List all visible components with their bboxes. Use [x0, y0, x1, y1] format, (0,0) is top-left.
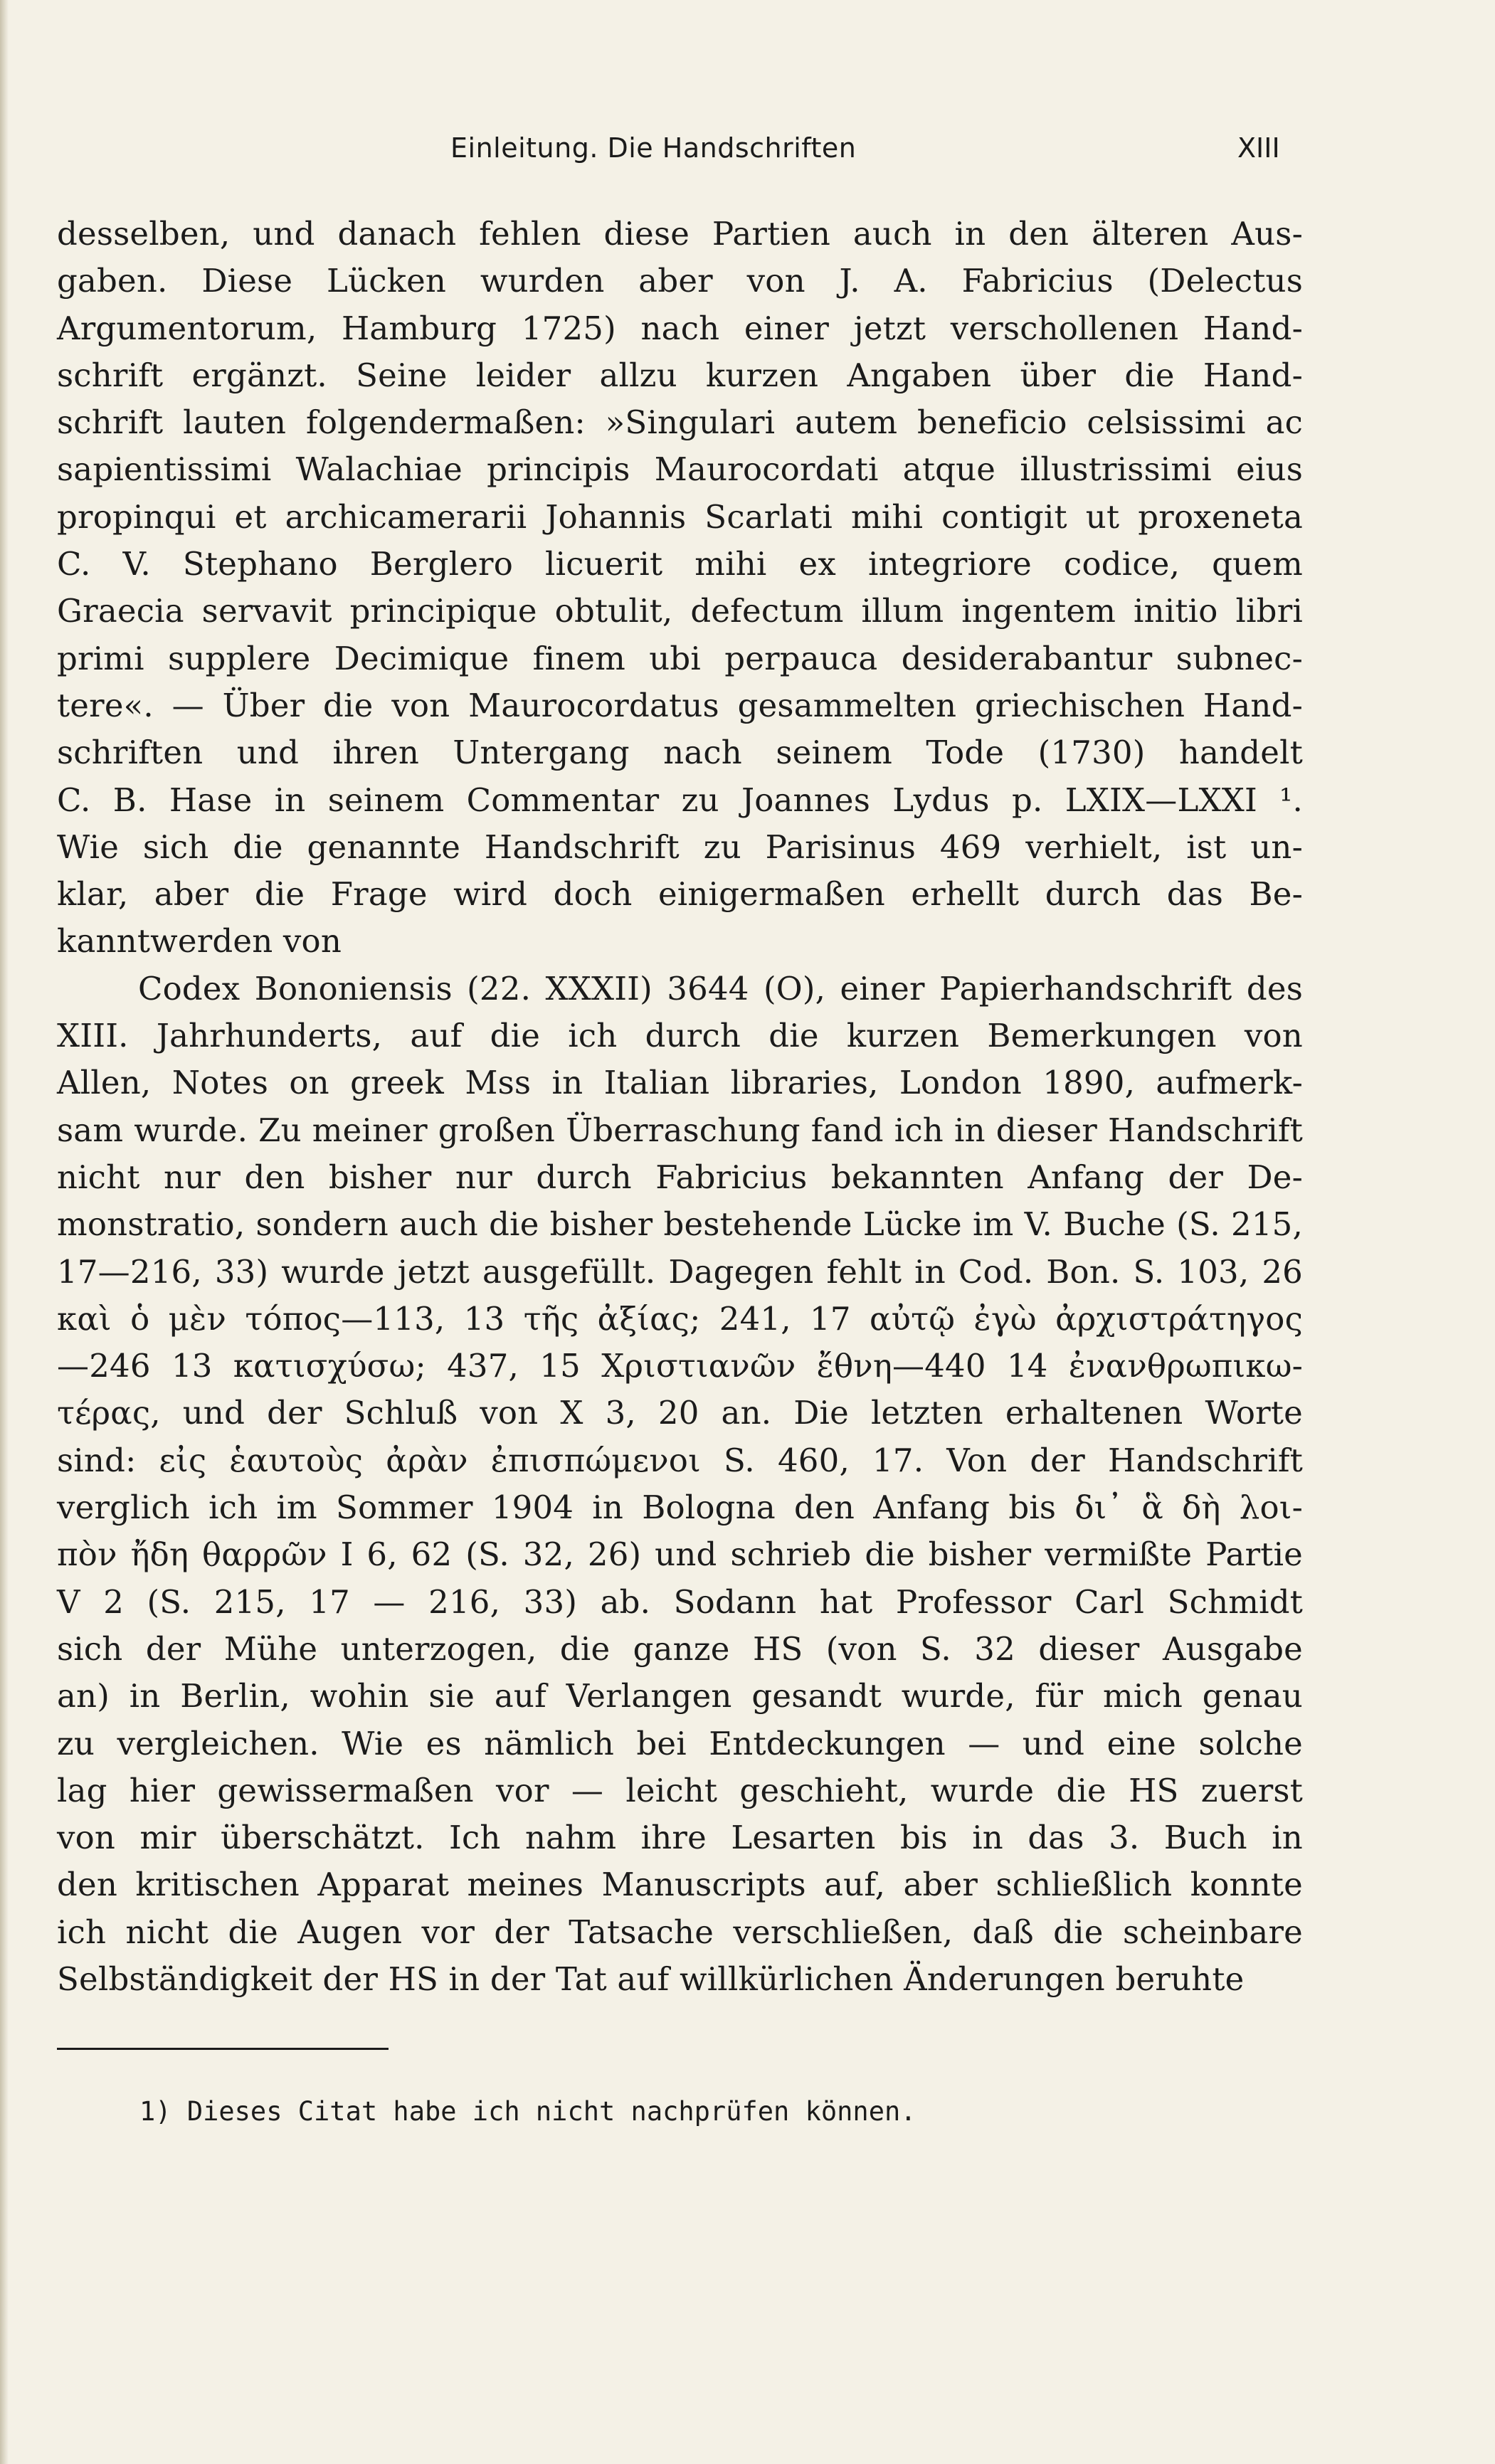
text-line: monstratio, sondern auch die bisher bestehende Lücke im V. Buche (S. 215,	[57, 1205, 1303, 1244]
running-title: Einleitung. Die Handschriften	[450, 132, 857, 164]
text-line: zu vergleichen. Wie es nämlich bei Entdeckungen — und eine solche	[57, 1724, 1303, 1762]
text-line: an) in Berlin, wohin sie auf Verlangen gesandt wurde, für mich genau	[57, 1677, 1303, 1715]
text-line: πὸν ἤδη θαρρῶν I 6, 62 (S. 32, 26) und schrieb die bisher vermißte Partie	[57, 1535, 1303, 1574]
text-line: den kritischen Apparat meines Manuscripts auf, aber schließlich konnte	[57, 1866, 1303, 1904]
text-line: kanntwerden von	[57, 922, 342, 961]
text-line: sind: εἰς ἑαυτοὺς ἀρὰν ἐπισπώμενοι S. 460, 17. Von der Handschrift	[57, 1441, 1303, 1479]
running-header	[450, 132, 1495, 175]
text-line: XIII. Jahrhunderts, auf die ich durch die kurzen Bemerkungen von	[57, 1017, 1303, 1055]
text-line: Graecia servavit principique obtulit, defectum illum ingentem initio libri	[57, 592, 1303, 630]
text-line: Argumentorum, Hamburg 1725) nach einer jetzt verschollenen Hand-	[57, 309, 1303, 347]
footnote-divider	[57, 2048, 389, 2050]
text-line: Selbständigkeit der HS in der Tat auf willkürlichen Änderungen beruhte	[57, 1960, 1245, 1998]
text-line: C. V. Stephano Berglero licuerit mihi ex integriore codice, quem	[57, 545, 1303, 583]
text-line: verglich ich im Sommer 1904 in Bologna den Anfang bis δι᾽ ἃ δὴ λοι-	[57, 1489, 1303, 1527]
text-line: tere«. — Über die von Maurocordatus gesammelten griechischen Hand-	[57, 686, 1303, 724]
text-line: καὶ ὁ μὲν τόπος—113, 13 τῆς ἀξίας; 241, 17 αὐτῷ ἐγὼ ἀρχιστράτηγος	[57, 1299, 1303, 1338]
text-line: schriften und ihren Untergang nach seinem Tode (1730) handelt	[57, 734, 1303, 772]
footnote: 1) Dieses Citat habe ich nicht nachprüfen können.	[139, 2096, 916, 2127]
text-line: propinqui et archicamerarii Johannis Scarlati mihi contigit ut proxeneta	[57, 497, 1303, 536]
text-line: —246 13 κατισχύσω; 437, 15 Χριστιανῶν ἔθνη—440 14 ἐνανθρωπικω-	[57, 1347, 1303, 1385]
text-line: schrift ergänzt. Seine leider allzu kurzen Angaben über die Hand-	[57, 356, 1303, 394]
text-line: 17—216, 33) wurde jetzt ausgefüllt. Dagegen fehlt in Cod. Bon. S. 103, 26	[57, 1252, 1303, 1291]
text-line: von mir überschätzt. Ich nahm ihre Lesarten bis in das 3. Buch in	[57, 1819, 1303, 1857]
text-line: Wie sich die genannte Handschrift zu Parisinus 469 verhielt, ist un-	[57, 827, 1303, 866]
text-line: gaben. Diese Lücken wurden aber von J. A. Fabricius (Delectus	[57, 262, 1303, 300]
text-line: klar, aber die Frage wird doch einigermaßen erhellt durch das Be-	[57, 875, 1303, 914]
text-line: sapientissimi Walachiae principis Maurocordati atque illustrissimi eius	[57, 450, 1303, 489]
text-line: sam wurde. Zu meiner großen Überraschung fand ich in dieser Handschrift	[57, 1111, 1303, 1149]
text-line: primi supplere Decimique finem ubi perpauca desiderabantur subnec-	[57, 639, 1303, 677]
body-text	[57, 211, 1303, 2003]
text-line: C. B. Hase in seinem Commentar zu Joannes Lydus p. LXIX—LXXI ¹.	[57, 781, 1303, 819]
text-line: nicht nur den bisher nur durch Fabricius bekannten Anfang der De-	[57, 1158, 1303, 1196]
text-line: V 2 (S. 215, 17 — 216, 33) ab. Sodann hat Professor Carl Schmidt	[57, 1582, 1303, 1621]
text-line: desselben, und danach fehlen diese Partien auch in den älteren Aus-	[57, 215, 1303, 253]
text-line: Codex Bononiensis (22. XXXII) 3644 (O), einer Papierhandschrift des	[138, 969, 1303, 1008]
text-line: τέρας, und der Schluß von X 3, 20 an. Die letzten erhaltenen Worte	[57, 1394, 1303, 1432]
text-line: Allen, Notes on greek Mss in Italian libraries, London 1890, aufmerk-	[57, 1064, 1303, 1102]
text-line: schrift lauten folgendermaßen: »Singulari autem beneficio celsissimi ac	[57, 403, 1303, 442]
page-number: XIII	[1237, 132, 1280, 164]
text-line: ich nicht die Augen vor der Tatsache verschließen, daß die scheinbare	[57, 1913, 1303, 1951]
text-line: lag hier gewissermaßen vor — leicht geschieht, wurde die HS zuerst	[57, 1771, 1303, 1809]
text-line: sich der Mühe unterzogen, die ganze HS (von S. 32 dieser Ausgabe	[57, 1629, 1303, 1668]
page-edge-shadow	[0, 0, 9, 2464]
